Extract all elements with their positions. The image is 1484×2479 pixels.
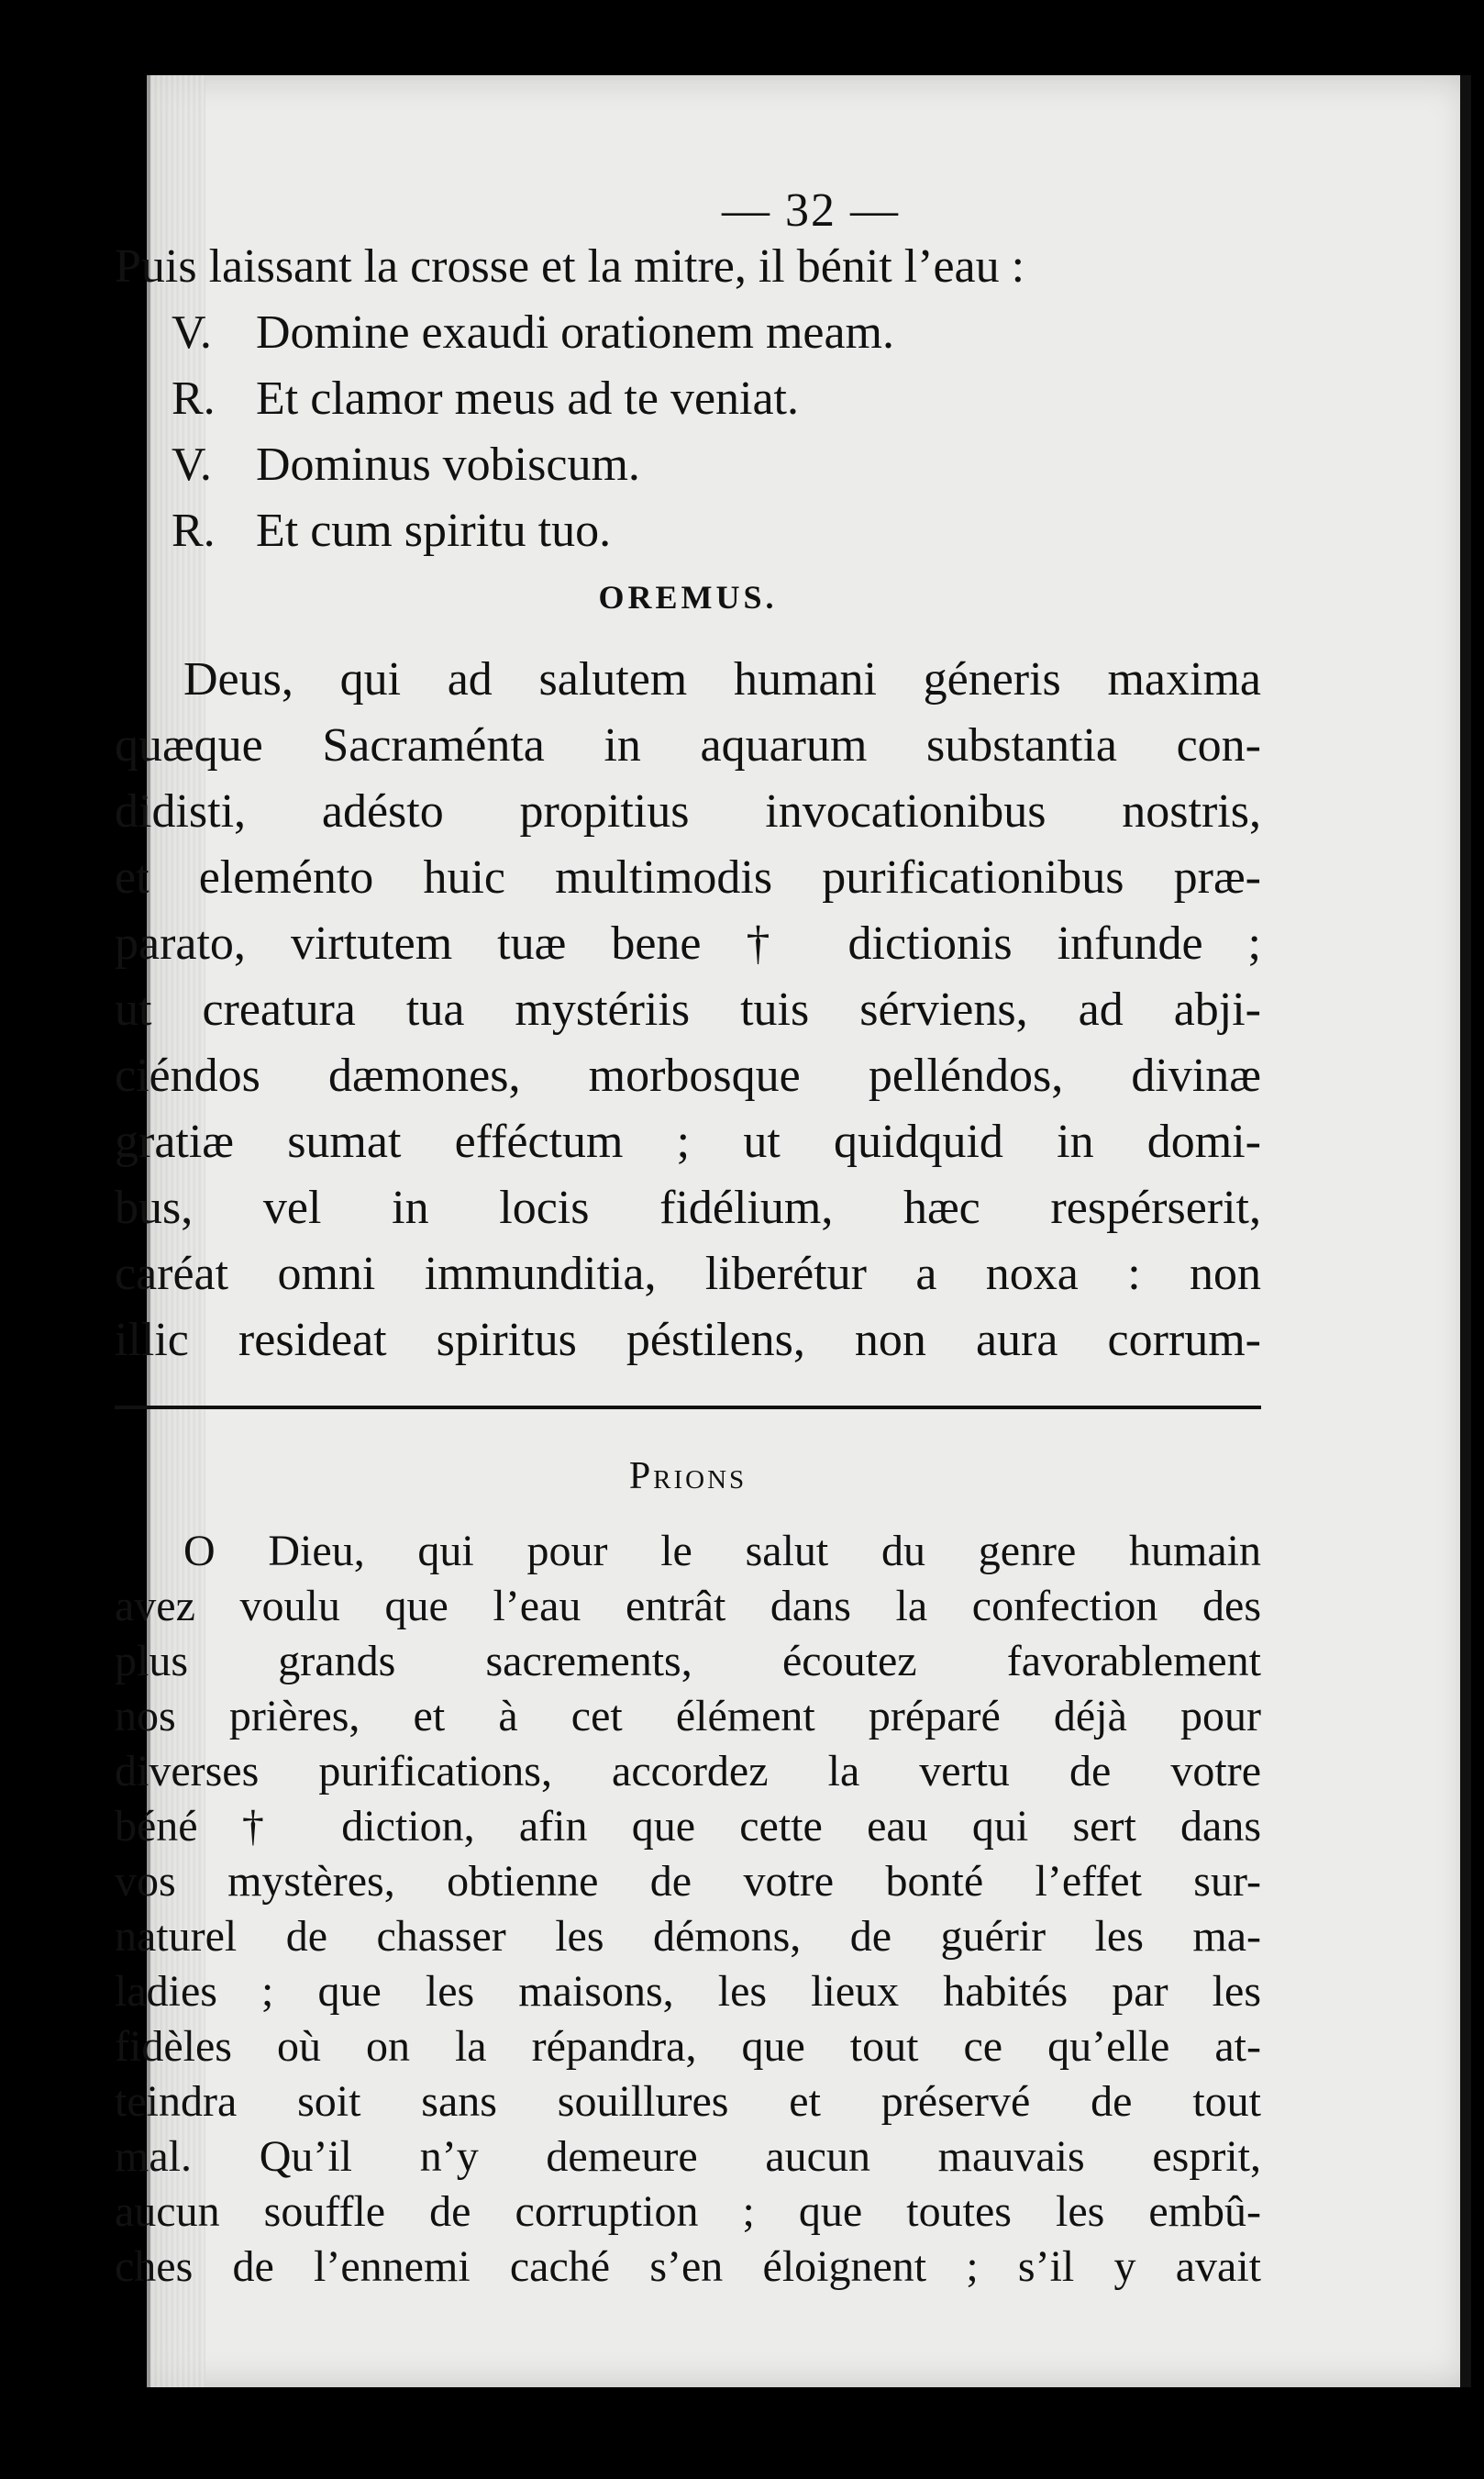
section-divider	[115, 1406, 1261, 1409]
french-prayer-line: diverses purifications, accordez la vertu de votre	[115, 1747, 1261, 1795]
french-prayer-line: fidèles où on la répandra, que tout ce qu’elle at-	[115, 2022, 1261, 2071]
french-prayer-line: teindra soit sans souillures et préservé de tout	[115, 2077, 1261, 2126]
latin-prayer-line: Deus, qui ad salutem humani géneris maxima	[183, 653, 1261, 706]
page-edge-rule	[1460, 75, 1471, 2387]
rubric-intro: Puis laissant la crosse et la mitre, il bénit l’eau :	[115, 240, 1025, 293]
response-text: Et cum spiritu tuo.	[256, 505, 612, 557]
latin-prayer-line: illic resideat spiritus péstilens, non aura corrum-	[115, 1314, 1261, 1366]
versicle-mark: V.	[172, 439, 212, 491]
french-prayer-line: béné † diction, afin que cette eau qui sert dans	[115, 1802, 1261, 1851]
latin-section	[115, 234, 1261, 1373]
french-prayer-line: nos prières, et à cet élément préparé déjà pour	[115, 1692, 1261, 1740]
french-prayer-line: mal. Qu’il n’y demeure aucun mauvais esprit,	[115, 2132, 1261, 2181]
versicle-mark: V.	[172, 306, 212, 359]
versicle-response	[115, 300, 1261, 366]
versicle-response	[115, 498, 1261, 564]
latin-prayer-line: ut creatura tua mystériis tuis sérviens, ad abji-	[115, 984, 1261, 1036]
french-prayer-line: plus grands sacrements, écoutez favorablement	[115, 1637, 1261, 1685]
response-mark: R.	[172, 372, 216, 425]
french-prayer-line: ladies ; que les maisons, les lieux habités par les	[115, 1967, 1261, 2016]
french-prayer-line: avez voulu que l’eau entrât dans la confection des	[115, 1582, 1261, 1630]
page-number: — 32 —	[722, 184, 900, 237]
french-prayer-line: ches de l’ennemi caché s’en éloignent ; s’il y avait	[115, 2242, 1261, 2291]
latin-prayer-line: caréat omni immunditia, liberétur a noxa : non	[115, 1248, 1261, 1300]
french-prayer-line: O Dieu, qui pour le salut du genre humain	[183, 1527, 1261, 1575]
latin-prayer-line: ciéndos dæmones, morbosque pelléndos, divinæ	[115, 1050, 1261, 1102]
latin-prayer-line: didisti, adésto propitius invocationibus nostris,	[115, 785, 1261, 838]
french-prayer-line: vos mystères, obtienne de votre bonté l’effet sur-	[115, 1857, 1261, 1906]
response-mark: R.	[172, 505, 216, 557]
latin-prayer-line: quæque Sacraménta in aquarum substantia con-	[115, 719, 1261, 772]
latin-prayer-line: bus, vel in locis fidélium, hæc respérserit,	[115, 1182, 1261, 1234]
response-text: Et clamor meus ad te veniat.	[256, 372, 800, 425]
latin-prayer-line: gratiæ sumat efféctum ; ut quidquid in domi-	[115, 1116, 1261, 1168]
french-heading: Prions	[628, 1455, 748, 1497]
latin-prayer-line: parato, virtutem tuæ bene † dictionis infunde ;	[115, 917, 1261, 970]
latin-prayer-line: et eleménto huic multimodis purificationibus præ-	[115, 851, 1261, 904]
versicle-response	[115, 432, 1261, 498]
french-section	[115, 1454, 1261, 2295]
french-prayer-line: naturel de chasser les démons, de guérir les ma-	[115, 1912, 1261, 1961]
versicle-text: Dominus vobiscum.	[256, 439, 640, 491]
latin-heading: OREMUS.	[598, 579, 778, 616]
versicle-text: Domine exaudi orationem meam.	[256, 306, 895, 359]
versicle-response	[115, 366, 1261, 432]
french-prayer-line: aucun souffle de corruption ; que toutes les embû-	[115, 2187, 1261, 2236]
